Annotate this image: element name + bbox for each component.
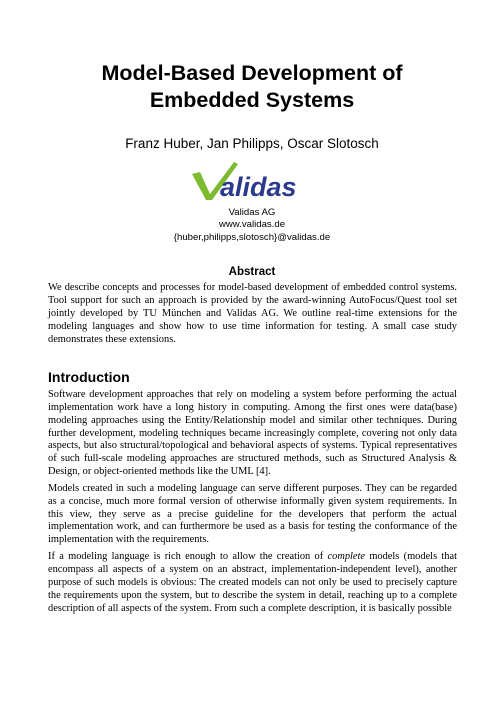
validas-logo [190, 160, 320, 202]
abstract-heading: Abstract [228, 266, 276, 278]
company-name: Validas AG [228, 207, 276, 218]
intro-p3-end: models (models that encompass all aspects of a system on an abstract, implementation-independent level), another purpose of such models is obvious: The created models can not only be used to precisely capture the requirements upon the system, but to describe the system in detail, reaching up to a complete description of all aspects of the system. From such a complete description, it is basically possible [48, 551, 457, 614]
introduction-heading: Introduction [48, 369, 130, 385]
email-addresses[interactable]: {huber,philipps,slotosch}@validas.de [173, 231, 331, 243]
abstract-text: We describe concepts and processes for model-based development of embedded control systems. Tool support for such an approach is provided by the award-winning AutoFocus/Quest tool set jointly developed by TU München and Validas AG. We outline real-time extensions for the modeling languages and show how to use time information for testing. A small case study demonstrates these extensions. [48, 282, 457, 345]
intro-p3-start: If a modeling language is rich enough to allow the creation of [48, 551, 328, 563]
intro-p3-emphasis: complete [327, 551, 366, 563]
affiliation-block [40, 207, 464, 244]
introduction-body [48, 389, 457, 619]
title-line-1: Model-Based Development of [101, 61, 403, 85]
title-line-2: Embedded Systems [149, 88, 355, 112]
author-list: Franz Huber, Jan Philipps, Oscar Slotosch [125, 136, 379, 151]
logo-text: alidas [220, 172, 297, 202]
website-link[interactable]: www.validas.de [218, 219, 286, 231]
paper-title [40, 60, 464, 114]
intro-paragraph-2: Models created in such a modeling language can serve different purposes. They can be regarded as a concise, much more formal version of otherwise informally given system requirements. In this view, they serve as a precise guideline for the developers that perform the actual implementation work, and can furthermore be used as a basis for testing the conformance of the implementation with the requirements. [48, 482, 457, 546]
intro-paragraph-3 [48, 551, 457, 615]
intro-paragraph-1: Software development approaches that rely on modeling a system before performing the actual implementation work have a long history in computing. Among the first ones were data(base) modeling approaches using the Entity/Relationship model and similar other techniques. During further development, modeling techniques became increasingly complete, covering not only data aspects, but also structural/topological and behavioral aspects of systems. Typical representatives of such full-scale modeling approaches are structured methods, such as Structured Analysis & Design, or object-oriented methods like the UML [4]. [48, 389, 457, 478]
